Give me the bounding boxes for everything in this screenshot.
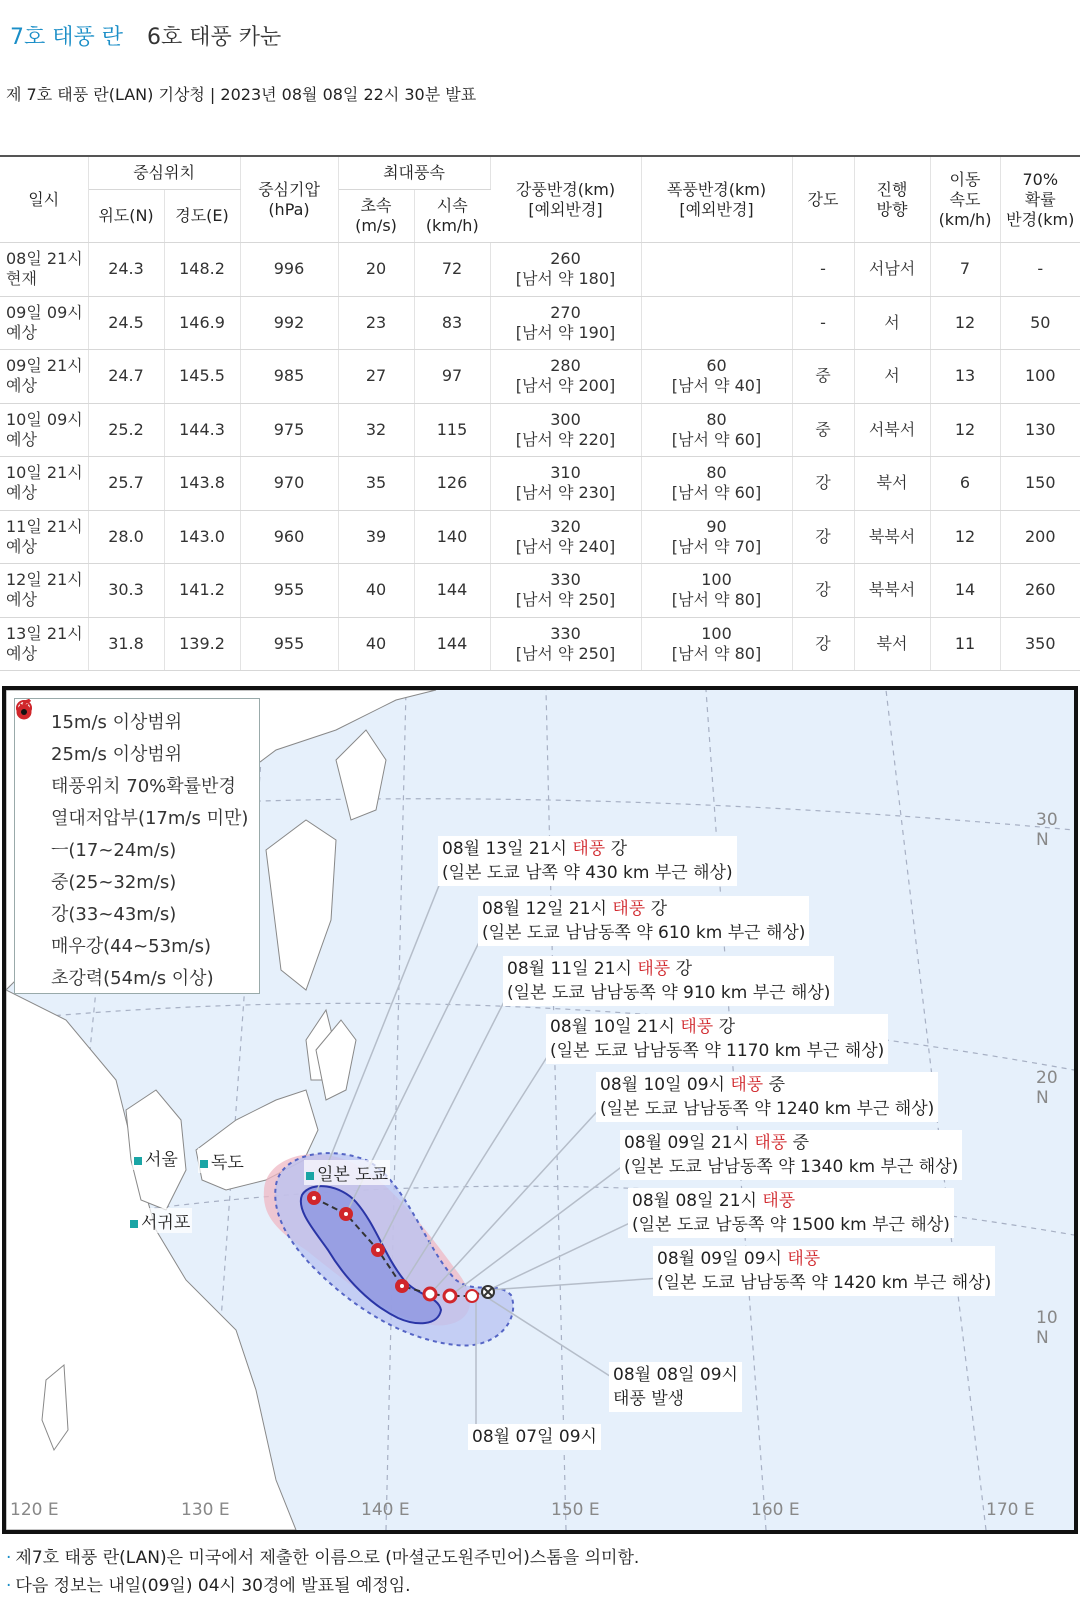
cell-probability: 260 bbox=[1000, 564, 1080, 618]
cell-probability: - bbox=[1000, 243, 1080, 297]
cell-wind-ms: 27 bbox=[338, 350, 414, 404]
legend-label: 태풍위치 70%확률반경 bbox=[51, 776, 236, 797]
cell-speed: 7 bbox=[930, 243, 1000, 297]
cell-datetime: 12일 21시 예상 bbox=[0, 564, 88, 618]
cell-intensity: 중 bbox=[792, 403, 854, 457]
forecast-row bbox=[0, 617, 1080, 671]
cell-lat: 24.5 bbox=[88, 296, 164, 350]
cell-strong-radius: 330 [남서 약 250] bbox=[490, 564, 641, 618]
cell-datetime: 11일 21시 예상 bbox=[0, 510, 88, 564]
cell-intensity: 강 bbox=[792, 564, 854, 618]
lat-label: 10 N bbox=[1036, 1308, 1058, 1348]
cell-speed: 12 bbox=[930, 296, 1000, 350]
forecast-annotation: 08월 12일 21시 태풍 강 (일본 도쿄 남남동쪽 약 610 km 부근 해상) bbox=[478, 896, 809, 946]
cell-lat: 25.2 bbox=[88, 403, 164, 457]
tab-typhoon-6[interactable]: 6호 태풍 카눈 bbox=[147, 24, 282, 50]
cell-storm-radius: 100 [남서 약 80] bbox=[641, 617, 792, 671]
forecast-annotation: 08월 09일 09시 태풍 (일본 도쿄 남남동쪽 약 1420 km 부근 해상) bbox=[653, 1246, 995, 1296]
cell-wind-ms: 35 bbox=[338, 457, 414, 511]
typhoon-super-icon bbox=[15, 699, 33, 721]
legend-label: 열대저압부(17m/s 미만) bbox=[51, 808, 249, 829]
header-lon: 경도(E) bbox=[164, 190, 240, 243]
place-dokdo: 독도 bbox=[198, 1148, 246, 1173]
typhoon-weak-icon bbox=[466, 1290, 478, 1302]
cell-strong-radius: 310 [남서 약 230] bbox=[490, 457, 641, 511]
lat-label: 30 N bbox=[1036, 810, 1058, 850]
cell-storm-radius bbox=[641, 243, 792, 297]
cell-direction: 북북서 bbox=[854, 564, 930, 618]
cell-direction: 서 bbox=[854, 296, 930, 350]
cell-probability: 50 bbox=[1000, 296, 1080, 350]
lat-label: 20 N bbox=[1036, 1068, 1058, 1108]
header-intensity: 강도 bbox=[792, 156, 854, 243]
footnote: · 제7호 태풍 란(LAN)은 미국에서 제출한 이름으로 (마셜군도원주민어)스톰을 의미함. bbox=[6, 1548, 640, 1568]
cell-wind-kmh: 115 bbox=[414, 403, 490, 457]
forecast-annotation: 08월 10일 09시 태풍 중 (일본 도쿄 남남동쪽 약 1240 km 부근 해상) bbox=[596, 1072, 938, 1122]
cell-speed: 6 bbox=[930, 457, 1000, 511]
tab-typhoon-7[interactable]: 7호 태풍 란 bbox=[10, 24, 123, 50]
cell-wind-ms: 39 bbox=[338, 510, 414, 564]
header-direction: 진행 방향 bbox=[854, 156, 930, 243]
lon-label: 170 E bbox=[986, 1500, 1035, 1520]
legend-label: ㅡ(17~24m/s) bbox=[51, 840, 177, 861]
cell-strong-radius: 300 [남서 약 220] bbox=[490, 403, 641, 457]
cell-direction: 서 bbox=[854, 350, 930, 404]
header-ms: 초속 (m/s) bbox=[338, 190, 414, 243]
footnote: · 다음 정보는 내일(09일) 04시 30경에 발표될 예정임. bbox=[6, 1576, 411, 1596]
cell-wind-kmh: 97 bbox=[414, 350, 490, 404]
bulletin-title: 제 7호 태풍 란(LAN) 기상청 | 2023년 08월 08일 22시 30분 발표 bbox=[6, 85, 477, 104]
cell-intensity: 강 bbox=[792, 510, 854, 564]
forecast-annotation: 08월 09일 21시 태풍 중 (일본 도쿄 남남동쪽 약 1340 km 부근 해상) bbox=[620, 1130, 962, 1180]
cell-datetime: 10일 09시 예상 bbox=[0, 403, 88, 457]
header-lat: 위도(N) bbox=[88, 190, 164, 243]
cell-storm-radius bbox=[641, 296, 792, 350]
cell-speed: 14 bbox=[930, 564, 1000, 618]
typhoon-medium-icon bbox=[444, 1290, 456, 1302]
cell-intensity: 강 bbox=[792, 457, 854, 511]
cell-storm-radius: 90 [남서 약 70] bbox=[641, 510, 792, 564]
map-legend bbox=[14, 698, 260, 994]
legend-item bbox=[23, 961, 251, 993]
cell-storm-radius: 80 [남서 약 60] bbox=[641, 457, 792, 511]
cell-pressure: 996 bbox=[240, 243, 338, 297]
cell-wind-kmh: 144 bbox=[414, 564, 490, 618]
header-storm-radius: 폭풍반경(km) [예외반경] bbox=[641, 156, 792, 243]
header-center: 중심위치 bbox=[88, 156, 240, 190]
forecast-annotation: 08월 11일 21시 태풍 강 (일본 도쿄 남남동쪽 약 910 km 부근 해상) bbox=[503, 956, 834, 1006]
forecast-annotation: 08월 13일 21시 태풍 강 (일본 도쿄 남쪽 약 430 km 부근 해상) bbox=[438, 836, 737, 886]
marker-icon bbox=[130, 1220, 138, 1228]
typhoon-track-map bbox=[2, 686, 1078, 1534]
forecast-annotation: 08월 10일 21시 태풍 강 (일본 도쿄 남남동쪽 약 1170 km 부근 해상) bbox=[546, 1014, 888, 1064]
cell-probability: 200 bbox=[1000, 510, 1080, 564]
legend-item bbox=[23, 929, 251, 961]
typhoon-strong-icon bbox=[371, 1243, 385, 1257]
cell-strong-radius: 330 [남서 약 250] bbox=[490, 617, 641, 671]
forecast-row bbox=[0, 350, 1080, 404]
cell-probability: 130 bbox=[1000, 403, 1080, 457]
cell-lon: 141.2 bbox=[164, 564, 240, 618]
cell-wind-kmh: 72 bbox=[414, 243, 490, 297]
cell-pressure: 992 bbox=[240, 296, 338, 350]
cell-strong-radius: 280 [남서 약 200] bbox=[490, 350, 641, 404]
cell-intensity: - bbox=[792, 243, 854, 297]
cell-lat: 31.8 bbox=[88, 617, 164, 671]
cell-lon: 143.8 bbox=[164, 457, 240, 511]
cell-probability: 150 bbox=[1000, 457, 1080, 511]
header-pressure: 중심기압 (hPa) bbox=[240, 156, 338, 243]
cell-intensity: 강 bbox=[792, 617, 854, 671]
forecast-row bbox=[0, 564, 1080, 618]
header-probability: 70% 확률 반경(km) bbox=[1000, 156, 1080, 243]
legend-item bbox=[23, 705, 251, 737]
cell-strong-radius: 320 [남서 약 240] bbox=[490, 510, 641, 564]
cell-speed: 13 bbox=[930, 350, 1000, 404]
cell-intensity: - bbox=[792, 296, 854, 350]
lon-label: 130 E bbox=[181, 1500, 230, 1520]
forecast-row bbox=[0, 403, 1080, 457]
cell-wind-ms: 20 bbox=[338, 243, 414, 297]
legend-item bbox=[23, 769, 251, 801]
cell-direction: 서남서 bbox=[854, 243, 930, 297]
cell-wind-ms: 32 bbox=[338, 403, 414, 457]
cell-pressure: 985 bbox=[240, 350, 338, 404]
cell-datetime: 13일 21시 예상 bbox=[0, 617, 88, 671]
cell-probability: 100 bbox=[1000, 350, 1080, 404]
cell-storm-radius: 60 [남서 약 40] bbox=[641, 350, 792, 404]
header-strong-radius: 강풍반경(km) [예외반경] bbox=[490, 156, 641, 243]
forecast-table bbox=[0, 155, 1080, 671]
cell-direction: 서북서 bbox=[854, 403, 930, 457]
genesis-annotation: 08월 08일 09시 태풍 발생 bbox=[609, 1362, 742, 1412]
legend-item bbox=[23, 833, 251, 865]
cell-datetime: 10일 21시 예상 bbox=[0, 457, 88, 511]
cell-lat: 24.3 bbox=[88, 243, 164, 297]
cell-lat: 30.3 bbox=[88, 564, 164, 618]
cell-lat: 24.7 bbox=[88, 350, 164, 404]
cell-storm-radius: 100 [남서 약 80] bbox=[641, 564, 792, 618]
header-speed: 이동 속도 (km/h) bbox=[930, 156, 1000, 243]
cell-strong-radius: 260 [남서 약 180] bbox=[490, 243, 641, 297]
header-maxwind: 최대풍속 bbox=[338, 156, 490, 190]
cell-lat: 25.7 bbox=[88, 457, 164, 511]
cell-lon: 139.2 bbox=[164, 617, 240, 671]
annotation-leaders bbox=[314, 868, 661, 1436]
typhoon-strong-icon bbox=[339, 1207, 353, 1221]
marker-icon bbox=[134, 1157, 142, 1165]
tropical-depression-icon bbox=[482, 1286, 494, 1298]
forecast-row bbox=[0, 296, 1080, 350]
forecast-row bbox=[0, 457, 1080, 511]
footnotes bbox=[6, 1544, 639, 1600]
legend-item bbox=[23, 737, 251, 769]
cell-storm-radius: 80 [남서 약 60] bbox=[641, 403, 792, 457]
cell-datetime: 08일 21시 현재 bbox=[0, 243, 88, 297]
typhoon-tabs bbox=[0, 0, 1080, 70]
cell-strong-radius: 270 [남서 약 190] bbox=[490, 296, 641, 350]
marker-icon bbox=[306, 1172, 314, 1180]
cell-datetime: 09일 21시 예상 bbox=[0, 350, 88, 404]
cell-wind-ms: 40 bbox=[338, 617, 414, 671]
cell-pressure: 955 bbox=[240, 564, 338, 618]
cell-wind-kmh: 83 bbox=[414, 296, 490, 350]
cell-wind-kmh: 144 bbox=[414, 617, 490, 671]
cell-wind-ms: 23 bbox=[338, 296, 414, 350]
lon-label: 140 E bbox=[361, 1500, 410, 1520]
place-tokyo: 일본 도쿄 bbox=[304, 1160, 390, 1185]
cell-pressure: 955 bbox=[240, 617, 338, 671]
cell-lon: 146.9 bbox=[164, 296, 240, 350]
legend-label: 15m/s 이상범위 bbox=[51, 712, 183, 733]
cell-direction: 북서 bbox=[854, 617, 930, 671]
marker-icon bbox=[200, 1160, 208, 1168]
typhoon-strong-icon bbox=[395, 1279, 409, 1293]
cell-lon: 145.5 bbox=[164, 350, 240, 404]
cell-direction: 북북서 bbox=[854, 510, 930, 564]
cell-intensity: 중 bbox=[792, 350, 854, 404]
cell-lon: 148.2 bbox=[164, 243, 240, 297]
cell-speed: 12 bbox=[930, 510, 1000, 564]
lon-label: 160 E bbox=[751, 1500, 800, 1520]
cell-direction: 북서 bbox=[854, 457, 930, 511]
legend-item bbox=[23, 865, 251, 897]
legend-label: 강(33~43m/s) bbox=[51, 904, 177, 925]
cell-lon: 143.0 bbox=[164, 510, 240, 564]
legend-item bbox=[23, 897, 251, 929]
legend-label: 25m/s 이상범위 bbox=[51, 744, 183, 765]
lon-label: 120 E bbox=[10, 1500, 59, 1520]
cell-probability: 350 bbox=[1000, 617, 1080, 671]
cell-speed: 11 bbox=[930, 617, 1000, 671]
place-seoul: 서울 bbox=[132, 1145, 180, 1170]
lon-label: 150 E bbox=[551, 1500, 600, 1520]
forecast-annotation: 08월 08일 21시 태풍 (일본 도쿄 남동쪽 약 1500 km 부근 해상) bbox=[628, 1188, 954, 1238]
header-datetime: 일시 bbox=[0, 156, 88, 243]
cell-datetime: 09일 09시 예상 bbox=[0, 296, 88, 350]
cell-wind-kmh: 140 bbox=[414, 510, 490, 564]
legend-label: 중(25~32m/s) bbox=[51, 872, 177, 893]
legend-label: 매우강(44~53m/s) bbox=[51, 936, 212, 957]
cell-pressure: 970 bbox=[240, 457, 338, 511]
forecast-row bbox=[0, 243, 1080, 297]
place-seogwipo: 서귀포 bbox=[128, 1208, 192, 1233]
legend-label: 초강력(54m/s 이상) bbox=[51, 968, 214, 989]
cell-speed: 12 bbox=[930, 403, 1000, 457]
cell-lon: 144.3 bbox=[164, 403, 240, 457]
cell-wind-kmh: 126 bbox=[414, 457, 490, 511]
legend-item bbox=[23, 801, 251, 833]
cell-wind-ms: 40 bbox=[338, 564, 414, 618]
cell-pressure: 975 bbox=[240, 403, 338, 457]
header-kmh: 시속 (km/h) bbox=[414, 190, 490, 243]
origin-annotation: 08월 07일 09시 bbox=[468, 1424, 601, 1450]
cell-lat: 28.0 bbox=[88, 510, 164, 564]
forecast-row bbox=[0, 510, 1080, 564]
typhoon-strong-icon bbox=[307, 1191, 321, 1205]
cell-pressure: 960 bbox=[240, 510, 338, 564]
typhoon-medium-icon bbox=[424, 1288, 436, 1300]
